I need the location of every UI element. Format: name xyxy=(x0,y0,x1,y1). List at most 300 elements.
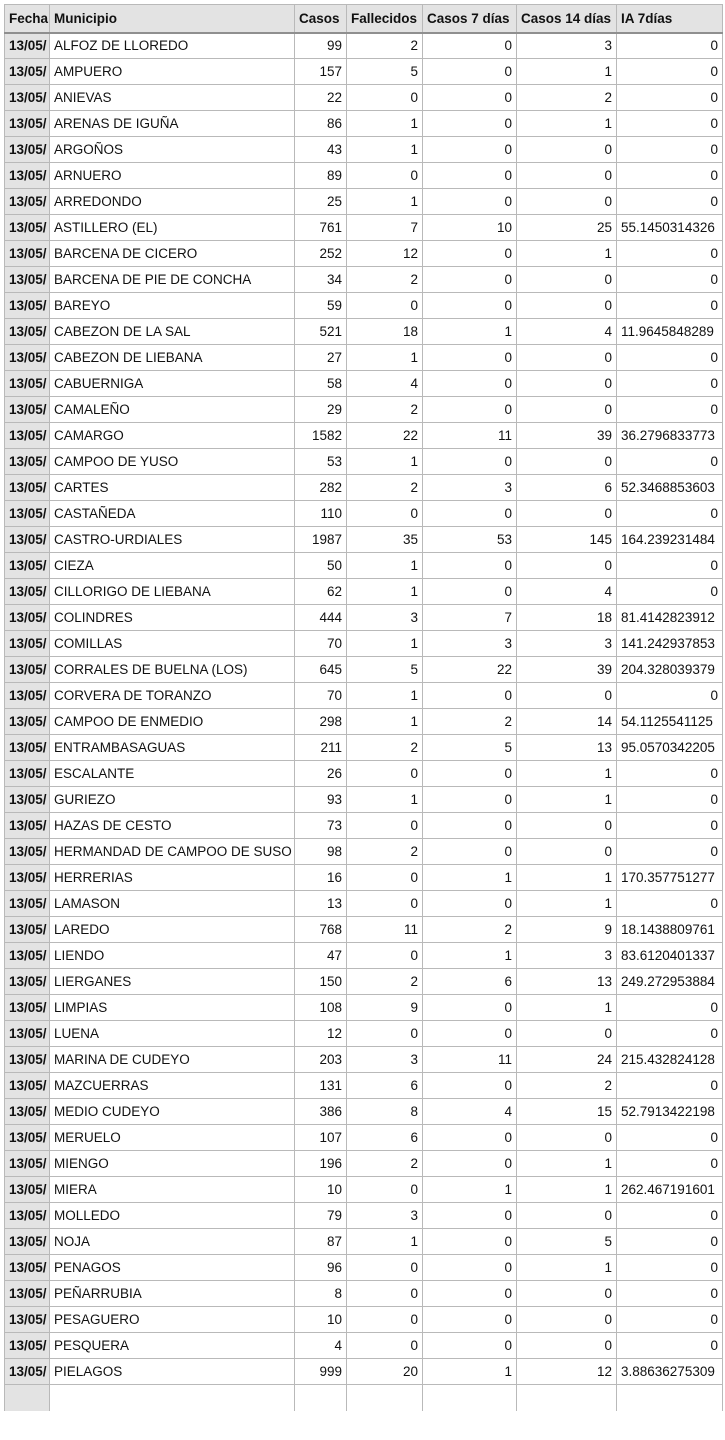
cell-municipio[interactable]: MOLLEDO xyxy=(50,1203,295,1229)
cell-casos[interactable]: 59 xyxy=(295,293,347,319)
cell-municipio[interactable]: ARGOÑOS xyxy=(50,137,295,163)
cell-fallecidos[interactable]: 0 xyxy=(347,1177,423,1203)
cell-municipio[interactable]: ARREDONDO xyxy=(50,189,295,215)
cell-fecha[interactable]: 13/05/ xyxy=(5,137,50,163)
cell-fallecidos[interactable]: 1 xyxy=(347,553,423,579)
cell-ia-7-dias[interactable]: 55.1450314326 xyxy=(617,215,723,241)
cell-casos[interactable]: 211 xyxy=(295,735,347,761)
cell-fallecidos[interactable]: 0 xyxy=(347,761,423,787)
cell-casos-7-dias[interactable]: 0 xyxy=(423,111,517,137)
cell-casos-7-dias[interactable]: 0 xyxy=(423,683,517,709)
cell-casos[interactable]: 25 xyxy=(295,189,347,215)
cell-ia-7-dias[interactable]: 0 xyxy=(617,1255,723,1281)
cell-municipio[interactable]: MIERA xyxy=(50,1177,295,1203)
cell-casos-7-dias[interactable]: 0 xyxy=(423,579,517,605)
cell-casos[interactable]: 999 xyxy=(295,1359,347,1385)
cell-fallecidos[interactable]: 1 xyxy=(347,189,423,215)
cell-casos[interactable]: 62 xyxy=(295,579,347,605)
cell-municipio[interactable]: LUENA xyxy=(50,1021,295,1047)
cell-municipio[interactable]: CAMALEÑO xyxy=(50,397,295,423)
cell-fecha[interactable]: 13/05/ xyxy=(5,1255,50,1281)
cell-fecha[interactable]: 13/05/ xyxy=(5,1307,50,1333)
cell-fallecidos[interactable]: 18 xyxy=(347,319,423,345)
cell-casos[interactable]: 10 xyxy=(295,1177,347,1203)
cell-ia-7-dias[interactable]: 0 xyxy=(617,1307,723,1333)
cell-casos-14-dias[interactable]: 39 xyxy=(517,423,617,449)
cell-casos[interactable]: 86 xyxy=(295,111,347,137)
cell-fallecidos[interactable]: 2 xyxy=(347,267,423,293)
cell-municipio[interactable]: HERRERIAS xyxy=(50,865,295,891)
cell-casos-14-dias[interactable]: 13 xyxy=(517,735,617,761)
cell-casos-14-dias[interactable]: 3 xyxy=(517,33,617,59)
cell-casos[interactable]: 761 xyxy=(295,215,347,241)
cell-casos[interactable]: 4 xyxy=(295,1333,347,1359)
cell-casos-14-dias[interactable]: 0 xyxy=(517,189,617,215)
cell-casos-7-dias[interactable]: 53 xyxy=(423,527,517,553)
cell-fecha[interactable]: 13/05/ xyxy=(5,293,50,319)
cell-casos-7-dias[interactable]: 4 xyxy=(423,1099,517,1125)
cell-casos[interactable]: 16 xyxy=(295,865,347,891)
cell-fecha[interactable]: 13/05/ xyxy=(5,1047,50,1073)
cell-ia-7-dias[interactable]: 18.1438809761 xyxy=(617,917,723,943)
cell-fallecidos[interactable]: 0 xyxy=(347,1255,423,1281)
cell-fallecidos[interactable]: 1 xyxy=(347,1229,423,1255)
cell-municipio[interactable]: ARENAS DE IGUÑA xyxy=(50,111,295,137)
cell-ia-7-dias[interactable]: 0 xyxy=(617,553,723,579)
cell-casos-7-dias[interactable]: 1 xyxy=(423,943,517,969)
cell-casos[interactable]: 107 xyxy=(295,1125,347,1151)
cell-fallecidos[interactable]: 2 xyxy=(347,33,423,59)
cell-casos-7-dias[interactable]: 0 xyxy=(423,293,517,319)
cell-casos-7-dias[interactable]: 0 xyxy=(423,371,517,397)
cell-municipio[interactable]: ANIEVAS xyxy=(50,85,295,111)
cell-casos[interactable]: 110 xyxy=(295,501,347,527)
cell-fallecidos[interactable]: 1 xyxy=(347,631,423,657)
cell-casos-14-dias[interactable]: 0 xyxy=(517,1125,617,1151)
cell-fecha[interactable]: 13/05/ xyxy=(5,1021,50,1047)
empty-cell[interactable] xyxy=(347,1385,423,1411)
cell-casos-14-dias[interactable]: 0 xyxy=(517,1203,617,1229)
cell-casos[interactable]: 521 xyxy=(295,319,347,345)
cell-casos-14-dias[interactable]: 18 xyxy=(517,605,617,631)
cell-ia-7-dias[interactable]: 0 xyxy=(617,1203,723,1229)
cell-ia-7-dias[interactable]: 0 xyxy=(617,813,723,839)
cell-municipio[interactable]: LIMPIAS xyxy=(50,995,295,1021)
cell-municipio[interactable]: CABUERNIGA xyxy=(50,371,295,397)
cell-casos-7-dias[interactable]: 0 xyxy=(423,1255,517,1281)
cell-fecha[interactable]: 13/05/ xyxy=(5,891,50,917)
cell-municipio[interactable]: CAMPOO DE YUSO xyxy=(50,449,295,475)
cell-casos-14-dias[interactable]: 1 xyxy=(517,1177,617,1203)
cell-casos-7-dias[interactable]: 0 xyxy=(423,189,517,215)
cell-casos-7-dias[interactable]: 0 xyxy=(423,137,517,163)
column-header-municipio[interactable]: Municipio xyxy=(50,5,295,33)
cell-fecha[interactable]: 13/05/ xyxy=(5,631,50,657)
cell-fallecidos[interactable]: 0 xyxy=(347,1021,423,1047)
cell-casos-14-dias[interactable]: 39 xyxy=(517,657,617,683)
cell-casos-14-dias[interactable]: 13 xyxy=(517,969,617,995)
cell-ia-7-dias[interactable]: 0 xyxy=(617,1229,723,1255)
cell-casos-14-dias[interactable]: 2 xyxy=(517,1073,617,1099)
cell-ia-7-dias[interactable]: 0 xyxy=(617,33,723,59)
cell-casos-14-dias[interactable]: 0 xyxy=(517,293,617,319)
cell-fallecidos[interactable]: 9 xyxy=(347,995,423,1021)
cell-casos-14-dias[interactable]: 0 xyxy=(517,1307,617,1333)
cell-ia-7-dias[interactable]: 215.432824128 xyxy=(617,1047,723,1073)
cell-fallecidos[interactable]: 0 xyxy=(347,813,423,839)
cell-fallecidos[interactable]: 22 xyxy=(347,423,423,449)
cell-casos-14-dias[interactable]: 25 xyxy=(517,215,617,241)
cell-fallecidos[interactable]: 2 xyxy=(347,839,423,865)
cell-fecha[interactable]: 13/05/ xyxy=(5,501,50,527)
cell-casos-7-dias[interactable]: 0 xyxy=(423,553,517,579)
cell-casos-14-dias[interactable]: 6 xyxy=(517,475,617,501)
cell-casos-7-dias[interactable]: 7 xyxy=(423,605,517,631)
cell-fecha[interactable]: 13/05/ xyxy=(5,995,50,1021)
cell-casos-14-dias[interactable]: 0 xyxy=(517,371,617,397)
cell-fecha[interactable]: 13/05/ xyxy=(5,1099,50,1125)
cell-casos[interactable]: 47 xyxy=(295,943,347,969)
cell-casos[interactable]: 8 xyxy=(295,1281,347,1307)
cell-municipio[interactable]: LIENDO xyxy=(50,943,295,969)
cell-casos-14-dias[interactable]: 0 xyxy=(517,449,617,475)
cell-ia-7-dias[interactable]: 11.9645848289 xyxy=(617,319,723,345)
cell-casos-7-dias[interactable]: 0 xyxy=(423,1151,517,1177)
cell-casos-7-dias[interactable]: 11 xyxy=(423,423,517,449)
cell-fallecidos[interactable]: 3 xyxy=(347,1203,423,1229)
empty-cell[interactable] xyxy=(50,1385,295,1411)
cell-ia-7-dias[interactable]: 0 xyxy=(617,787,723,813)
cell-casos-7-dias[interactable]: 5 xyxy=(423,735,517,761)
cell-fecha[interactable]: 13/05/ xyxy=(5,579,50,605)
cell-municipio[interactable]: CARTES xyxy=(50,475,295,501)
cell-municipio[interactable]: CAMPOO DE ENMEDIO xyxy=(50,709,295,735)
cell-municipio[interactable]: LIERGANES xyxy=(50,969,295,995)
cell-fecha[interactable]: 13/05/ xyxy=(5,839,50,865)
cell-ia-7-dias[interactable]: 0 xyxy=(617,241,723,267)
cell-municipio[interactable]: PESAGUERO xyxy=(50,1307,295,1333)
cell-fecha[interactable]: 13/05/ xyxy=(5,215,50,241)
cell-casos-7-dias[interactable]: 3 xyxy=(423,475,517,501)
cell-casos[interactable]: 50 xyxy=(295,553,347,579)
empty-cell[interactable] xyxy=(617,1385,723,1411)
cell-casos-14-dias[interactable]: 1 xyxy=(517,1151,617,1177)
cell-fallecidos[interactable]: 0 xyxy=(347,1307,423,1333)
cell-casos-7-dias[interactable]: 0 xyxy=(423,1333,517,1359)
cell-fecha[interactable]: 13/05/ xyxy=(5,553,50,579)
cell-casos[interactable]: 70 xyxy=(295,631,347,657)
cell-casos[interactable]: 10 xyxy=(295,1307,347,1333)
cell-fallecidos[interactable]: 1 xyxy=(347,137,423,163)
cell-municipio[interactable]: PIELAGOS xyxy=(50,1359,295,1385)
cell-casos-14-dias[interactable]: 9 xyxy=(517,917,617,943)
cell-casos-7-dias[interactable]: 22 xyxy=(423,657,517,683)
cell-ia-7-dias[interactable]: 0 xyxy=(617,1021,723,1047)
cell-casos-14-dias[interactable]: 1 xyxy=(517,787,617,813)
cell-fecha[interactable]: 13/05/ xyxy=(5,813,50,839)
cell-fecha[interactable]: 13/05/ xyxy=(5,761,50,787)
cell-fecha[interactable]: 13/05/ xyxy=(5,657,50,683)
cell-casos-14-dias[interactable]: 1 xyxy=(517,761,617,787)
cell-fecha[interactable]: 13/05/ xyxy=(5,449,50,475)
cell-fallecidos[interactable]: 0 xyxy=(347,1281,423,1307)
column-header-casos-14-dias[interactable]: Casos 14 días xyxy=(517,5,617,33)
cell-casos-14-dias[interactable]: 4 xyxy=(517,319,617,345)
cell-fecha[interactable]: 13/05/ xyxy=(5,1333,50,1359)
cell-casos-14-dias[interactable]: 1 xyxy=(517,241,617,267)
cell-municipio[interactable]: ARNUERO xyxy=(50,163,295,189)
cell-fecha[interactable]: 13/05/ xyxy=(5,475,50,501)
cell-municipio[interactable]: LAREDO xyxy=(50,917,295,943)
cell-municipio[interactable]: ALFOZ DE LLOREDO xyxy=(50,33,295,59)
cell-fallecidos[interactable]: 12 xyxy=(347,241,423,267)
cell-casos-14-dias[interactable]: 15 xyxy=(517,1099,617,1125)
cell-casos[interactable]: 150 xyxy=(295,969,347,995)
empty-cell[interactable] xyxy=(517,1385,617,1411)
cell-municipio[interactable]: NOJA xyxy=(50,1229,295,1255)
cell-casos[interactable]: 282 xyxy=(295,475,347,501)
cell-ia-7-dias[interactable]: 95.0570342205 xyxy=(617,735,723,761)
cell-ia-7-dias[interactable]: 0 xyxy=(617,1151,723,1177)
cell-casos[interactable]: 89 xyxy=(295,163,347,189)
cell-fallecidos[interactable]: 0 xyxy=(347,293,423,319)
cell-municipio[interactable]: AMPUERO xyxy=(50,59,295,85)
cell-casos-14-dias[interactable]: 0 xyxy=(517,163,617,189)
cell-fecha[interactable]: 13/05/ xyxy=(5,371,50,397)
cell-ia-7-dias[interactable]: 170.357751277 xyxy=(617,865,723,891)
empty-cell[interactable] xyxy=(295,1385,347,1411)
cell-fallecidos[interactable]: 6 xyxy=(347,1125,423,1151)
cell-municipio[interactable]: GURIEZO xyxy=(50,787,295,813)
cell-municipio[interactable]: CAMARGO xyxy=(50,423,295,449)
cell-casos-14-dias[interactable]: 0 xyxy=(517,345,617,371)
cell-municipio[interactable]: MAZCUERRAS xyxy=(50,1073,295,1099)
cell-fallecidos[interactable]: 7 xyxy=(347,215,423,241)
cell-ia-7-dias[interactable]: 0 xyxy=(617,163,723,189)
cell-casos-7-dias[interactable]: 0 xyxy=(423,449,517,475)
cell-casos-14-dias[interactable]: 145 xyxy=(517,527,617,553)
cell-casos[interactable]: 252 xyxy=(295,241,347,267)
column-header-fallecidos[interactable]: Fallecidos xyxy=(347,5,423,33)
cell-ia-7-dias[interactable]: 0 xyxy=(617,1125,723,1151)
cell-casos-14-dias[interactable]: 0 xyxy=(517,1333,617,1359)
cell-fallecidos[interactable]: 6 xyxy=(347,1073,423,1099)
cell-ia-7-dias[interactable]: 0 xyxy=(617,995,723,1021)
cell-casos-7-dias[interactable]: 3 xyxy=(423,631,517,657)
cell-fecha[interactable]: 13/05/ xyxy=(5,605,50,631)
cell-ia-7-dias[interactable]: 204.328039379 xyxy=(617,657,723,683)
cell-fecha[interactable]: 13/05/ xyxy=(5,865,50,891)
cell-fallecidos[interactable]: 1 xyxy=(347,345,423,371)
cell-ia-7-dias[interactable]: 0 xyxy=(617,579,723,605)
cell-ia-7-dias[interactable]: 0 xyxy=(617,891,723,917)
cell-ia-7-dias[interactable]: 0 xyxy=(617,111,723,137)
cell-casos[interactable]: 1987 xyxy=(295,527,347,553)
cell-casos[interactable]: 29 xyxy=(295,397,347,423)
cell-casos-7-dias[interactable]: 1 xyxy=(423,319,517,345)
cell-ia-7-dias[interactable]: 0 xyxy=(617,59,723,85)
cell-casos-14-dias[interactable]: 1 xyxy=(517,111,617,137)
cell-fecha[interactable]: 13/05/ xyxy=(5,969,50,995)
cell-fecha[interactable]: 13/05/ xyxy=(5,33,50,59)
cell-casos[interactable]: 444 xyxy=(295,605,347,631)
cell-casos-7-dias[interactable]: 10 xyxy=(423,215,517,241)
cell-ia-7-dias[interactable]: 0 xyxy=(617,501,723,527)
cell-casos[interactable]: 108 xyxy=(295,995,347,1021)
cell-fallecidos[interactable]: 0 xyxy=(347,865,423,891)
cell-ia-7-dias[interactable]: 0 xyxy=(617,397,723,423)
cell-casos-14-dias[interactable]: 0 xyxy=(517,397,617,423)
column-header-fecha[interactable]: Fecha xyxy=(5,5,50,33)
cell-municipio[interactable]: CABEZON DE LIEBANA xyxy=(50,345,295,371)
cell-municipio[interactable]: CASTRO-URDIALES xyxy=(50,527,295,553)
cell-casos-14-dias[interactable]: 3 xyxy=(517,631,617,657)
cell-casos[interactable]: 26 xyxy=(295,761,347,787)
cell-fecha[interactable]: 13/05/ xyxy=(5,683,50,709)
cell-fecha[interactable]: 13/05/ xyxy=(5,397,50,423)
cell-municipio[interactable]: MEDIO CUDEYO xyxy=(50,1099,295,1125)
cell-casos[interactable]: 53 xyxy=(295,449,347,475)
cell-casos-7-dias[interactable]: 0 xyxy=(423,1229,517,1255)
cell-fecha[interactable]: 13/05/ xyxy=(5,189,50,215)
cell-municipio[interactable]: BAREYO xyxy=(50,293,295,319)
column-header-casos-7-dias[interactable]: Casos 7 días xyxy=(423,5,517,33)
cell-casos-7-dias[interactable]: 6 xyxy=(423,969,517,995)
cell-ia-7-dias[interactable]: 52.7913422198 xyxy=(617,1099,723,1125)
cell-fallecidos[interactable]: 0 xyxy=(347,943,423,969)
cell-casos-14-dias[interactable]: 0 xyxy=(517,267,617,293)
cell-casos-7-dias[interactable]: 0 xyxy=(423,345,517,371)
column-header-ia-7-dias[interactable]: IA 7días xyxy=(617,5,723,33)
cell-ia-7-dias[interactable]: 0 xyxy=(617,137,723,163)
empty-cell[interactable] xyxy=(5,1385,50,1411)
cell-fecha[interactable]: 13/05/ xyxy=(5,1177,50,1203)
cell-casos[interactable]: 1582 xyxy=(295,423,347,449)
cell-fallecidos[interactable]: 0 xyxy=(347,163,423,189)
cell-casos-7-dias[interactable]: 0 xyxy=(423,397,517,423)
cell-municipio[interactable]: COMILLAS xyxy=(50,631,295,657)
cell-ia-7-dias[interactable]: 0 xyxy=(617,449,723,475)
cell-fallecidos[interactable]: 11 xyxy=(347,917,423,943)
cell-casos-7-dias[interactable]: 0 xyxy=(423,1021,517,1047)
cell-casos-14-dias[interactable]: 0 xyxy=(517,137,617,163)
cell-fallecidos[interactable]: 3 xyxy=(347,605,423,631)
cell-ia-7-dias[interactable]: 36.2796833773 xyxy=(617,423,723,449)
cell-fecha[interactable]: 13/05/ xyxy=(5,1359,50,1385)
cell-fallecidos[interactable]: 1 xyxy=(347,449,423,475)
cell-fecha[interactable]: 13/05/ xyxy=(5,735,50,761)
cell-casos[interactable]: 93 xyxy=(295,787,347,813)
cell-ia-7-dias[interactable]: 0 xyxy=(617,371,723,397)
cell-municipio[interactable]: PENAGOS xyxy=(50,1255,295,1281)
cell-casos[interactable]: 12 xyxy=(295,1021,347,1047)
cell-fallecidos[interactable]: 2 xyxy=(347,1151,423,1177)
cell-casos-14-dias[interactable]: 24 xyxy=(517,1047,617,1073)
cell-casos[interactable]: 79 xyxy=(295,1203,347,1229)
cell-ia-7-dias[interactable]: 0 xyxy=(617,1281,723,1307)
cell-fallecidos[interactable]: 1 xyxy=(347,787,423,813)
cell-fecha[interactable]: 13/05/ xyxy=(5,241,50,267)
cell-fallecidos[interactable]: 5 xyxy=(347,59,423,85)
cell-fallecidos[interactable]: 0 xyxy=(347,1333,423,1359)
cell-fallecidos[interactable]: 1 xyxy=(347,709,423,735)
cell-ia-7-dias[interactable]: 0 xyxy=(617,189,723,215)
cell-fallecidos[interactable]: 0 xyxy=(347,501,423,527)
cell-casos-14-dias[interactable]: 2 xyxy=(517,85,617,111)
cell-fallecidos[interactable]: 3 xyxy=(347,1047,423,1073)
cell-municipio[interactable]: LAMASON xyxy=(50,891,295,917)
cell-casos-7-dias[interactable]: 1 xyxy=(423,865,517,891)
cell-casos-14-dias[interactable]: 1 xyxy=(517,995,617,1021)
cell-casos-7-dias[interactable]: 0 xyxy=(423,761,517,787)
cell-ia-7-dias[interactable]: 141.242937853 xyxy=(617,631,723,657)
cell-casos[interactable]: 73 xyxy=(295,813,347,839)
cell-municipio[interactable]: BARCENA DE PIE DE CONCHA xyxy=(50,267,295,293)
cell-fallecidos[interactable]: 5 xyxy=(347,657,423,683)
cell-casos[interactable]: 131 xyxy=(295,1073,347,1099)
cell-municipio[interactable]: CASTAÑEDA xyxy=(50,501,295,527)
cell-casos-14-dias[interactable]: 4 xyxy=(517,579,617,605)
cell-municipio[interactable]: CILLORIGO DE LIEBANA xyxy=(50,579,295,605)
cell-casos[interactable]: 43 xyxy=(295,137,347,163)
cell-casos[interactable]: 22 xyxy=(295,85,347,111)
cell-ia-7-dias[interactable]: 81.4142823912 xyxy=(617,605,723,631)
cell-ia-7-dias[interactable]: 164.239231484 xyxy=(617,527,723,553)
cell-fallecidos[interactable]: 0 xyxy=(347,891,423,917)
cell-ia-7-dias[interactable]: 0 xyxy=(617,267,723,293)
cell-fallecidos[interactable]: 1 xyxy=(347,111,423,137)
cell-casos-7-dias[interactable]: 0 xyxy=(423,163,517,189)
cell-fallecidos[interactable]: 8 xyxy=(347,1099,423,1125)
cell-ia-7-dias[interactable]: 0 xyxy=(617,839,723,865)
cell-municipio[interactable]: COLINDRES xyxy=(50,605,295,631)
cell-casos[interactable]: 96 xyxy=(295,1255,347,1281)
cell-municipio[interactable]: ENTRAMBASAGUAS xyxy=(50,735,295,761)
cell-casos-7-dias[interactable]: 2 xyxy=(423,709,517,735)
cell-casos-7-dias[interactable]: 0 xyxy=(423,33,517,59)
cell-municipio[interactable]: CORRALES DE BUELNA (LOS) xyxy=(50,657,295,683)
cell-fecha[interactable]: 13/05/ xyxy=(5,709,50,735)
cell-ia-7-dias[interactable]: 0 xyxy=(617,1073,723,1099)
cell-casos-14-dias[interactable]: 14 xyxy=(517,709,617,735)
cell-casos[interactable]: 203 xyxy=(295,1047,347,1073)
cell-fallecidos[interactable]: 0 xyxy=(347,85,423,111)
cell-casos[interactable]: 196 xyxy=(295,1151,347,1177)
cell-casos[interactable]: 34 xyxy=(295,267,347,293)
cell-casos[interactable]: 13 xyxy=(295,891,347,917)
cell-fallecidos[interactable]: 35 xyxy=(347,527,423,553)
cell-casos[interactable]: 87 xyxy=(295,1229,347,1255)
cell-fecha[interactable]: 13/05/ xyxy=(5,163,50,189)
cell-municipio[interactable]: MERUELO xyxy=(50,1125,295,1151)
cell-municipio[interactable]: ESCALANTE xyxy=(50,761,295,787)
cell-municipio[interactable]: PEÑARRUBIA xyxy=(50,1281,295,1307)
cell-casos[interactable]: 645 xyxy=(295,657,347,683)
cell-casos-7-dias[interactable]: 0 xyxy=(423,1307,517,1333)
cell-casos-14-dias[interactable]: 0 xyxy=(517,1281,617,1307)
cell-casos-14-dias[interactable]: 0 xyxy=(517,839,617,865)
cell-fallecidos[interactable]: 2 xyxy=(347,735,423,761)
cell-casos-14-dias[interactable]: 3 xyxy=(517,943,617,969)
cell-casos-7-dias[interactable]: 2 xyxy=(423,917,517,943)
cell-fecha[interactable]: 13/05/ xyxy=(5,1203,50,1229)
cell-casos[interactable]: 99 xyxy=(295,33,347,59)
cell-casos-7-dias[interactable]: 0 xyxy=(423,1073,517,1099)
cell-ia-7-dias[interactable]: 262.467191601 xyxy=(617,1177,723,1203)
cell-municipio[interactable]: CORVERA DE TORANZO xyxy=(50,683,295,709)
cell-fecha[interactable]: 13/05/ xyxy=(5,943,50,969)
cell-fecha[interactable]: 13/05/ xyxy=(5,787,50,813)
